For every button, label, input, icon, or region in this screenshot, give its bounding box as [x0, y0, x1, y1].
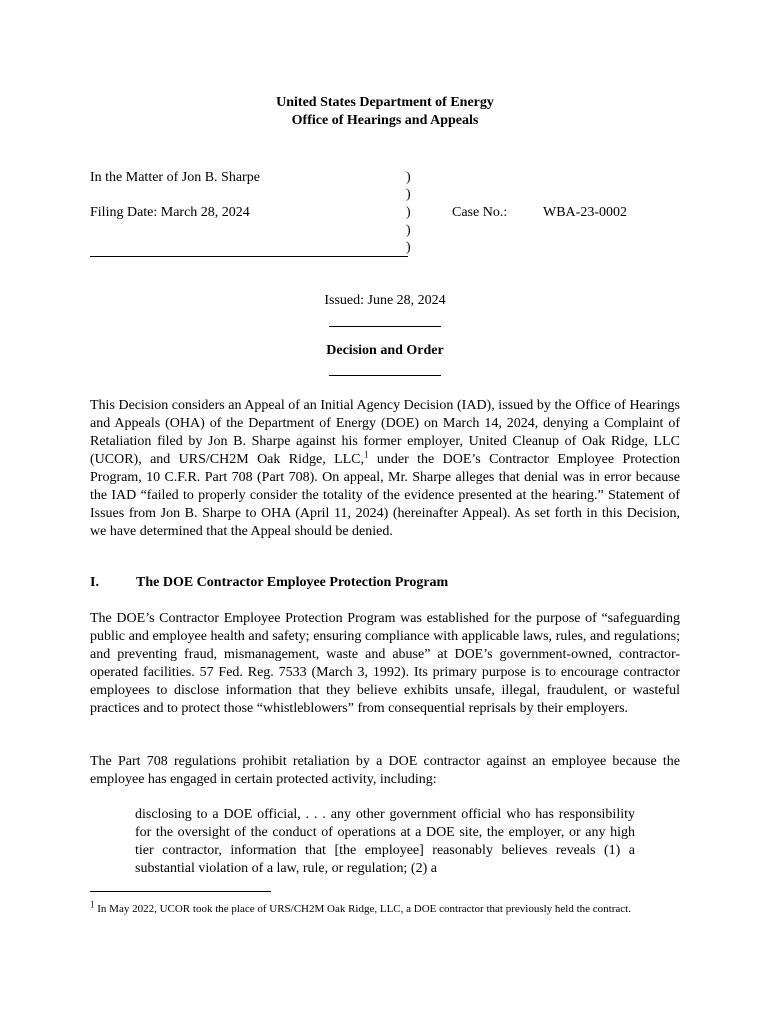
filing-date: Filing Date: March 28, 2024	[90, 205, 250, 220]
caption-paren: )	[406, 205, 411, 220]
caption-underline	[90, 256, 408, 257]
footnote-reference[interactable]: 1	[364, 449, 369, 460]
intro-paragraph	[90, 397, 680, 541]
footnote	[90, 899, 682, 916]
intro-text: This Decision considers an Appeal of an Initial Agency Decision (IAD), issued by the Office of Hearings and Appeals (OHA) of the Department of Energy (DOE) on March 14, 2024, denying a Complaint of Retaliation filed by Jon B. Sharpe against his former employer, United Cleanup of Oak Ridge, LLC (UCOR), and URS/CH2M Oak Ridge, LLC,	[90, 398, 680, 467]
regulations-paragraph: The Part 708 regulations prohibit retaliation by a DOE contractor against an employee because the employee has engaged in certain protected activity, including:	[90, 754, 680, 787]
caption-paren: )	[406, 170, 411, 185]
caption-paren: )	[406, 187, 411, 202]
caption-paren: )	[406, 223, 411, 238]
case-number-label: Case No.:	[452, 205, 508, 220]
office-name: Office of Hearings and Appeals	[291, 113, 479, 128]
footnote-separator	[90, 891, 271, 892]
caption-paren: )	[406, 240, 411, 255]
divider	[329, 375, 441, 376]
intro-text-continued: under the DOE’s Contractor Employee Protection Program, 10 C.F.R. Part 708 (Part 708). On appeal, Mr. Sharpe alleges that denial was in error because the IAD “failed to properly consider the totality of the evidence presented at the hearing.” Statement of Issues from Jon B. Sharpe to OHA (April 11, 2024) (hereinafter Appeal). As set forth in this Decision, we have determined that the Appeal should be denied.	[90, 452, 680, 539]
program-paragraph: The DOE’s Contractor Employee Protection Program was established for the purpose of “safeguarding public and employee health and safety; ensuring compliance with applicable laws, rules, and regulations; and preventing fraud, mismanagement, waste and abuse” at DOE’s government-owned, contractor-operated facilities. 57 Fed. Reg. 7533 (March 3, 1992). Its primary purpose is to encourage contractor employees to disclose information that they believe exhibits unsafe, illegal, fraudulent, or wasteful practices and to protect those “whistleblowers” from consequential reprisals by their employers.	[90, 611, 680, 716]
footnote-number: 1	[90, 899, 95, 910]
section-number: I.	[90, 575, 99, 590]
section-heading: The DOE Contractor Employee Protection Program	[136, 575, 449, 590]
footnote-text: In May 2022, UCOR took the place of URS/CH2M Oak Ridge, LLC, a DOE contractor that previously held the contract.	[94, 903, 631, 915]
divider	[329, 326, 441, 327]
matter-line: In the Matter of Jon B. Sharpe	[90, 170, 260, 185]
block-quote: disclosing to a DOE official, . . . any other government official who has responsibility for the oversight of the conduct of operations at a DOE site, the employer, or any high tier contractor, information that [the employee] reasonably believes reveals (1) a substantial violation of a law, rule, or regulation; (2) a	[135, 807, 635, 876]
document-title: Decision and Order	[326, 343, 444, 358]
issued-date: Issued: June 28, 2024	[324, 293, 446, 308]
case-number: WBA-23-0002	[543, 205, 627, 220]
agency-name: United States Department of Energy	[276, 95, 494, 110]
